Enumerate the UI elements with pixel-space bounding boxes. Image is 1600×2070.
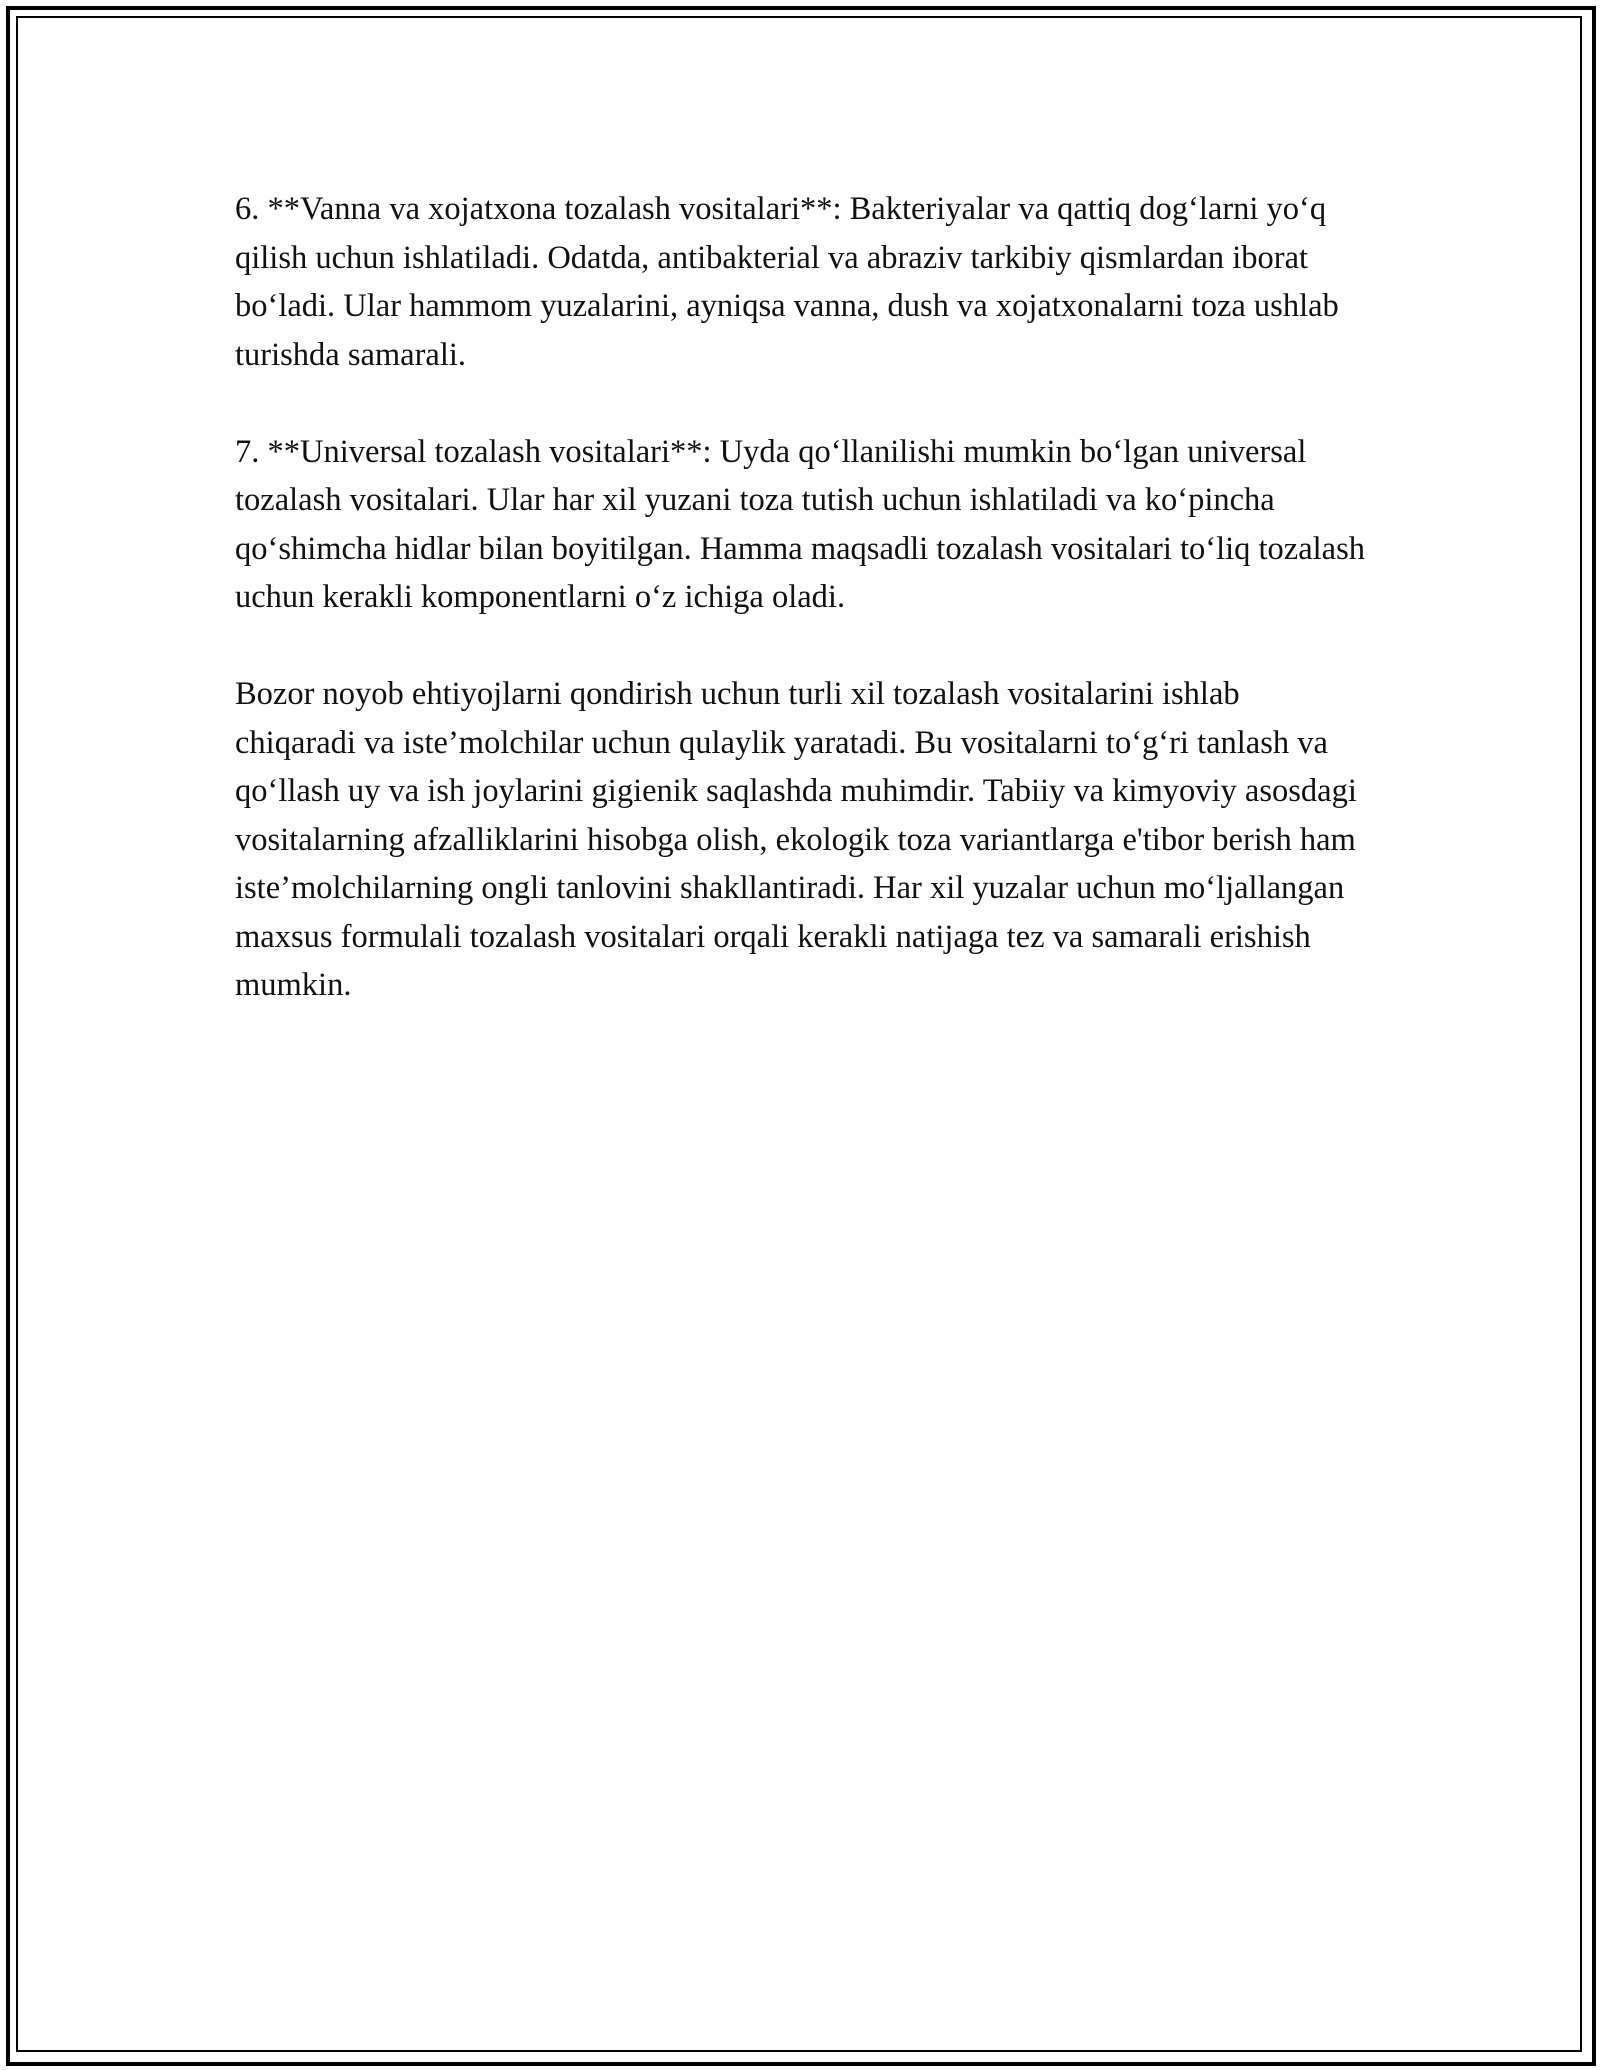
paragraph-conclusion: Bozor noyob ehtiyojlarni qondirish uchun turli xil tozalash vositalarini ishlab chiqaradi va iste’molchilar uchun qulaylik yaratadi. Bu vositalarni to‘g‘ri tanlash va qo‘llash uy va ish joylarini gigienik saqlashda muhimdir. Tabiiy va kimyoviy asosdagi vositalarning afzalliklarini hisobga olish, ekologik toza variantlarga e'tibor berish ham iste’molchilarning ongli tanlovini shakllantiradi. Har xil yuzalar uchun mo‘ljallangan maxsus formulali tozalash vositalari orqali kerakli natijaga tez va samarali erishish mumkin.: [235, 676, 1357, 1003]
document-body: [235, 185, 1365, 1058]
paragraph-bathroom-cleaners: 6. **Vanna va xojatxona tozalash vositalari**: Bakteriyalar va qattiq dog‘larni yo‘q qilish uchun ishlatiladi. Odatda, antibakterial va abraziv tarkibiy qismlardan iborat bo‘ladi. Ular hammom yuzalarini, ayniqsa vanna, dush va xojatxonalarni toza ushlab turishda samarali.: [235, 191, 1339, 373]
paragraph-universal-cleaners: 7. **Universal tozalash vositalari**: Uyda qo‘llanilishi mumkin bo‘lgan universal tozalash vositalari. Ular har xil yuzani toza tutish uchun ishlatiladi va ko‘pincha qo‘shimcha hidlar bilan boyitilgan. Hamma maqsadli tozalash vositalari to‘liq tozalash uchun kerakli komponentlarni o‘z ichiga oladi.: [235, 433, 1365, 615]
